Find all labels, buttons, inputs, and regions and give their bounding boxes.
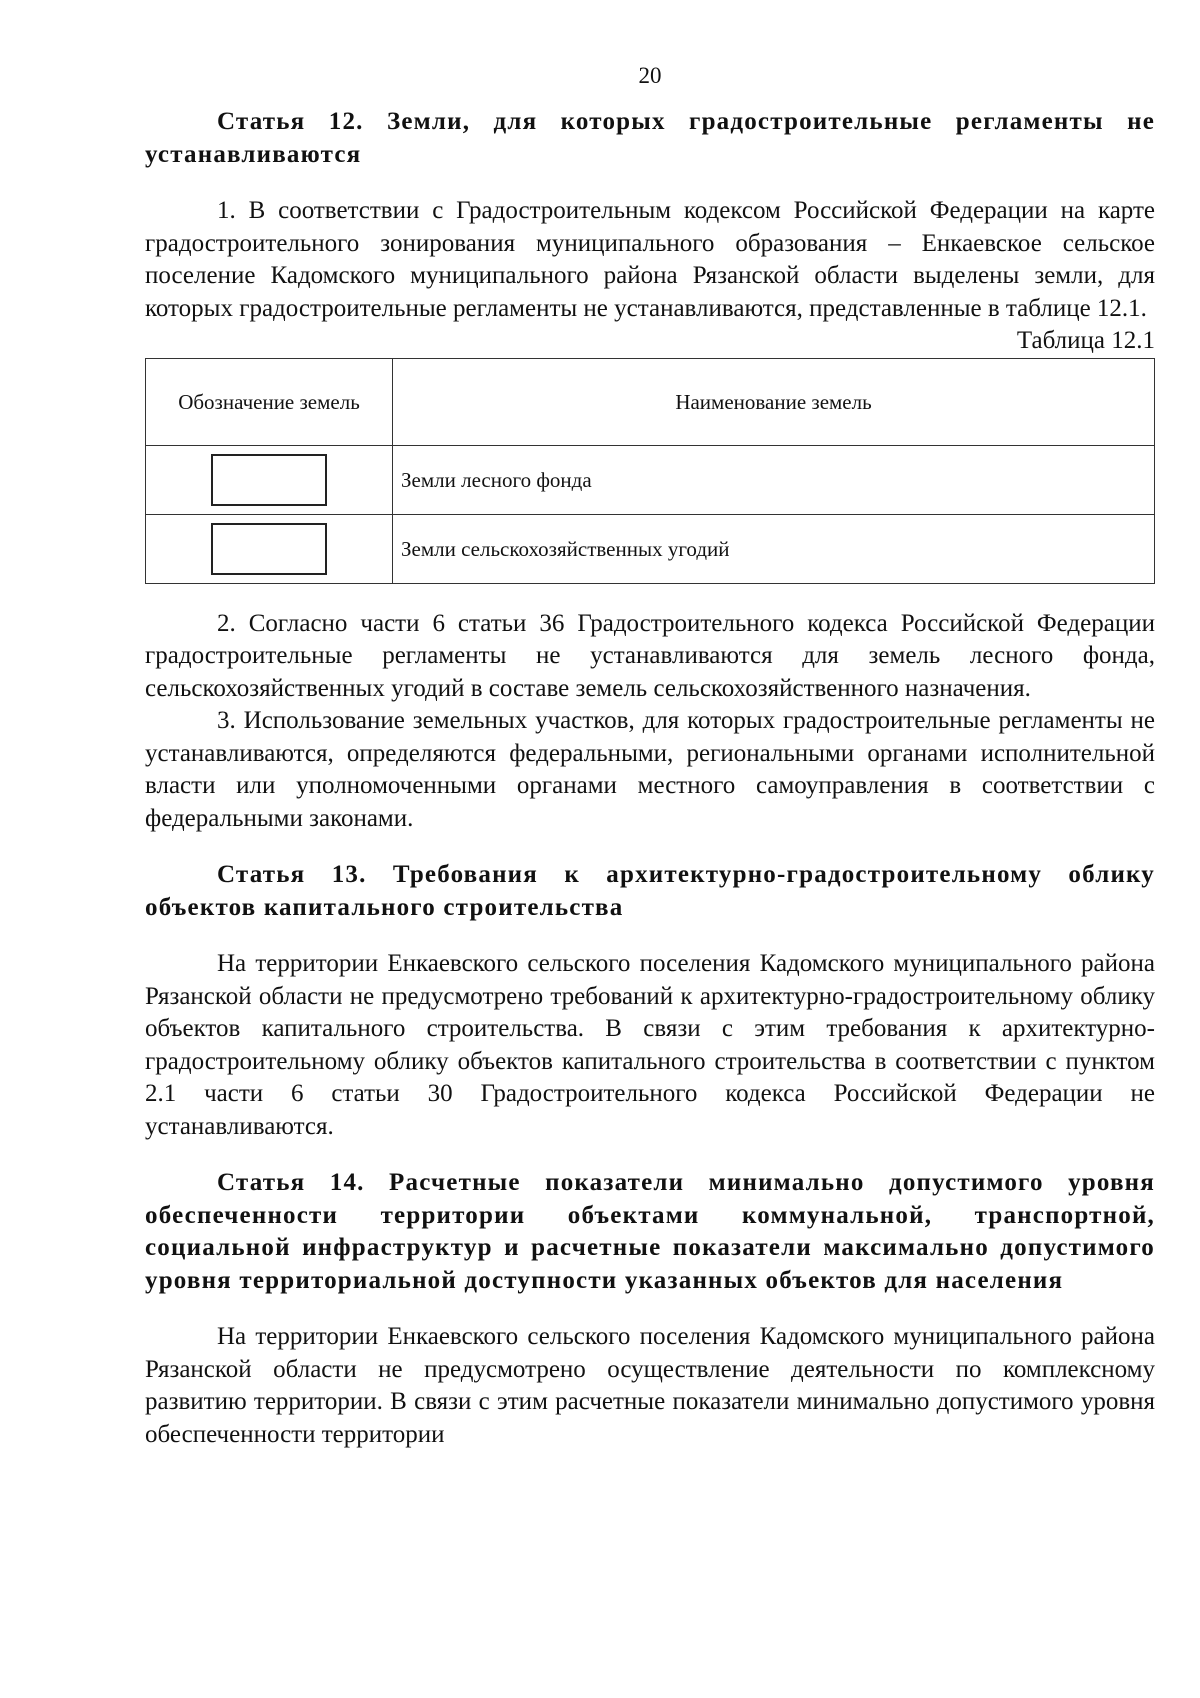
page-number: 20 <box>638 63 662 88</box>
land-name-cell: Земли лесного фонда <box>393 445 1155 514</box>
land-sign-cell <box>146 445 393 514</box>
forest-land-swatch <box>211 454 327 506</box>
agricultural-land-swatch <box>211 523 327 575</box>
article-13-paragraph: На территории Енкаевского сельского поселения Кадомского муниципального района Рязанской области не предусмотрено требований к архитектурно-градостроительному облику объектов капитального строительства. В связи с этим требования к архитектурно-градостроительному облику объектов капитального строительства в соответствии с пунктом 2.1 части 6 статьи 30 Градостроительного кодекса Российской Федерации не устанавливаются. <box>145 950 1155 1140</box>
table-caption: Таблица 12.1 <box>1016 327 1155 354</box>
table-header-row <box>146 358 1155 445</box>
article-12-heading: Статья 12. Земли, для которых градостроительные регламенты не устанавливаются <box>145 108 1155 168</box>
header-land-sign: Обозначение земель <box>146 358 393 445</box>
section-gap <box>145 835 1155 859</box>
article-14-paragraph: На территории Енкаевского сельского поселения Кадомского муниципального района Рязанской области не предусмотрено осуществление деятельности по комплексному развитию территории. В связи с этим расчетные показатели минимально допустимого уровня обеспеченности территории <box>145 1323 1155 1448</box>
land-sign-cell <box>146 514 393 583</box>
lands-table <box>145 358 1155 584</box>
table-row <box>146 445 1155 514</box>
document-page <box>145 62 1155 1451</box>
article-12-paragraph-2: 2. Согласно части 6 статьи 36 Градостроительного кодекса Российской Федерации градостроительные регламенты не устанавливаются для земель лесного фонда, сельскохозяйственных угодий в составе земель сельскохозяйственного назначения. <box>145 609 1155 702</box>
article-12-paragraph-3: 3. Использование земельных участков, для которых градостроительные регламенты не устанавливаются, определяются федеральными, региональными органами исполнительной власти или уполномоченными органами местного самоуправления в соответствии с федеральными законами. <box>145 707 1155 832</box>
article-14-heading: Статья 14. Расчетные показатели минимально допустимого уровня обеспеченности территории объектами коммунальной, транспортной, социальной инфраструктур и расчетные показатели максимально допустимого уровня территориальной доступности указанных объектов для населения <box>145 1169 1155 1294</box>
article-12-paragraph-1: 1. В соответствии с Градостроительным кодексом Российской Федерации на карте градостроительного зонирования муниципального образования – Енкаевское сельское поселение Кадомского муниципального района Рязанской области выделены земли, для которых градостроительные регламенты не устанавливаются, представленные в таблице 12.1. <box>145 197 1155 322</box>
header-land-name: Наименование земель <box>393 358 1155 445</box>
land-name-cell: Земли сельскохозяйственных угодий <box>393 514 1155 583</box>
article-13-heading: Статья 13. Требования к архитектурно-градостроительному облику объектов капитального строительства <box>145 861 1155 921</box>
table-row <box>146 514 1155 583</box>
section-gap <box>145 1143 1155 1167</box>
